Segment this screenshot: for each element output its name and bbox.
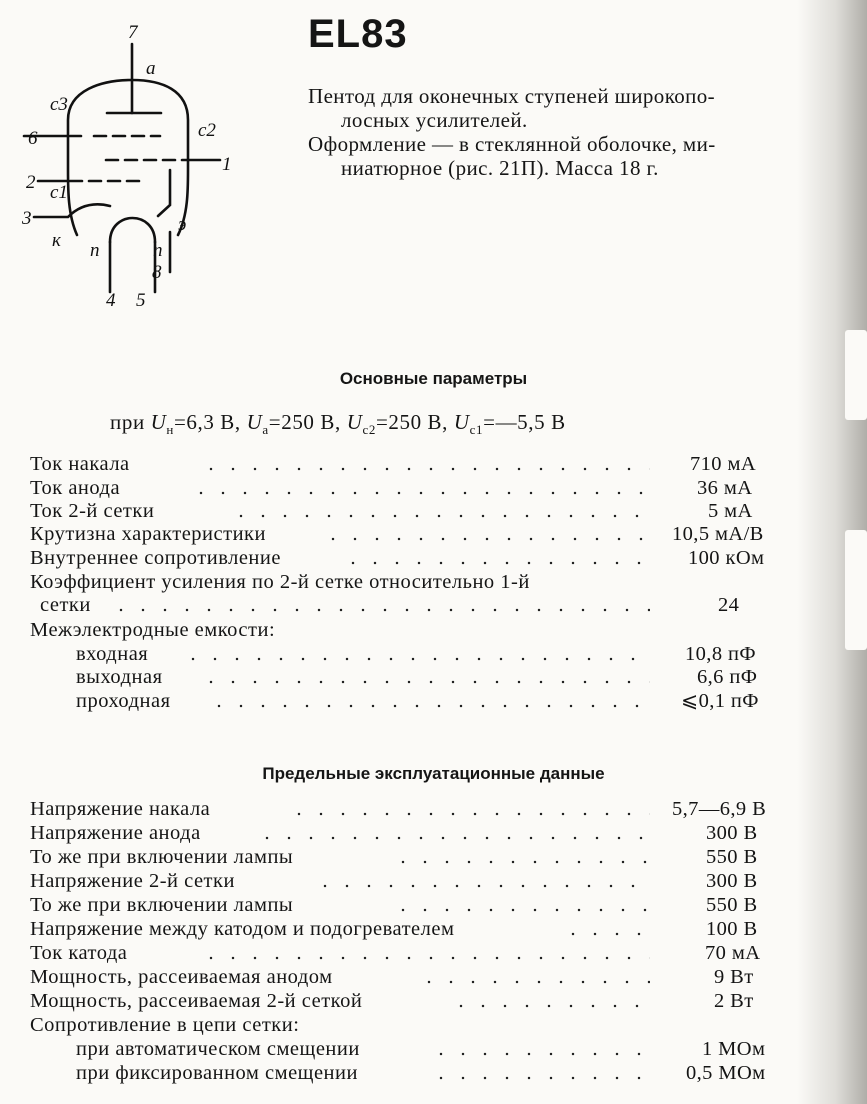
param-row: Коэффициент усиления по 2-й сетке относительно 1-й xyxy=(30,571,530,593)
limit-row: Мощность, рассеиваемая анодом 9 Вт xyxy=(30,966,754,988)
param-row: Межэлектродные емкости: xyxy=(30,619,276,641)
label-g2: с2 xyxy=(198,120,216,141)
tube-title: EL83 xyxy=(308,12,408,56)
limit-row: при фиксированном смещении 0,5 МОм xyxy=(76,1062,766,1084)
gutter-mark xyxy=(845,530,867,650)
param-row: выходная 6,6 пФ xyxy=(76,666,758,688)
limit-row: Напряжение накала 5,7—6,9 В xyxy=(30,798,767,820)
operating-conditions: при $U_н=6,3$ В, $U_а=250$ В, $U_{с2}=250$ В, $U_{с1}=—5,5$ В xyxy=(110,410,566,438)
param-row: Ток 2-й сетки 5 мА xyxy=(30,500,753,522)
param-row: Ток накала 710 мА xyxy=(30,453,757,475)
pin-2: 2 xyxy=(26,172,36,193)
pin-1: 1 xyxy=(222,154,232,175)
limit-row: Мощность, рассеиваемая 2-й сеткой 2 Вт xyxy=(30,990,754,1012)
label-shield: э xyxy=(178,214,187,235)
label-anode: а xyxy=(146,58,156,79)
label-heater-1: п xyxy=(90,240,100,261)
heater xyxy=(110,218,155,242)
pin-5: 5 xyxy=(136,290,146,310)
limit-row: Напряжение между катодом и подогревателем 100 В xyxy=(30,918,758,940)
limit-row: Напряжение анода 300 В xyxy=(30,822,758,844)
label-g3: с3 xyxy=(50,94,68,115)
pin-4: 4 xyxy=(106,290,116,310)
param-row: входная 10,8 пФ xyxy=(76,643,756,665)
limit-row: Сопротивление в цепи сетки: xyxy=(30,1014,300,1036)
param-row: проходная ⩽0,1 пФ xyxy=(76,690,759,712)
shield xyxy=(158,170,170,216)
description-line-2: лосных усилителей. xyxy=(341,108,528,132)
label-heater-2: п xyxy=(153,240,163,261)
label-g1: с1 xyxy=(50,182,68,203)
limit-row: Напряжение 2-й сетки 300 В xyxy=(30,870,758,892)
param-row: Внутреннее сопротивление 100 кОм xyxy=(30,547,765,569)
description-line-3: Оформление — в стеклянной оболочке, ми- xyxy=(308,132,716,156)
param-row: Ток анода 36 мА xyxy=(30,477,753,499)
param-row: сетки 24 xyxy=(40,594,740,616)
description-line-4: ниатюрное (рис. 21П). Масса 18 г. xyxy=(341,156,659,180)
param-row: Крутизна характеристики 10,5 мА/В xyxy=(30,523,764,545)
gutter-mark xyxy=(845,330,867,420)
pin-7: 7 xyxy=(128,22,138,43)
envelope-outline xyxy=(68,80,188,235)
pin-3: 3 xyxy=(22,208,32,229)
main-params-heading: Основные параметры xyxy=(339,369,528,388)
limit-row: Ток катода 70 мА xyxy=(30,942,761,964)
tube-schematic xyxy=(10,10,240,310)
description-line-1: Пентод для оконечных ступеней широкопо- xyxy=(308,84,716,108)
pin-8: 8 xyxy=(152,262,162,283)
limit-row: То же при включении лампы 550 В xyxy=(30,846,758,868)
limit-row: при автоматическом смещении 1 МОм xyxy=(76,1038,766,1060)
pin-6: 6 xyxy=(28,128,38,149)
label-cathode: к xyxy=(52,230,61,251)
limit-row: То же при включении лампы 550 В xyxy=(30,894,758,916)
limits-heading: Предельные эксплуатационные данные xyxy=(262,764,605,783)
